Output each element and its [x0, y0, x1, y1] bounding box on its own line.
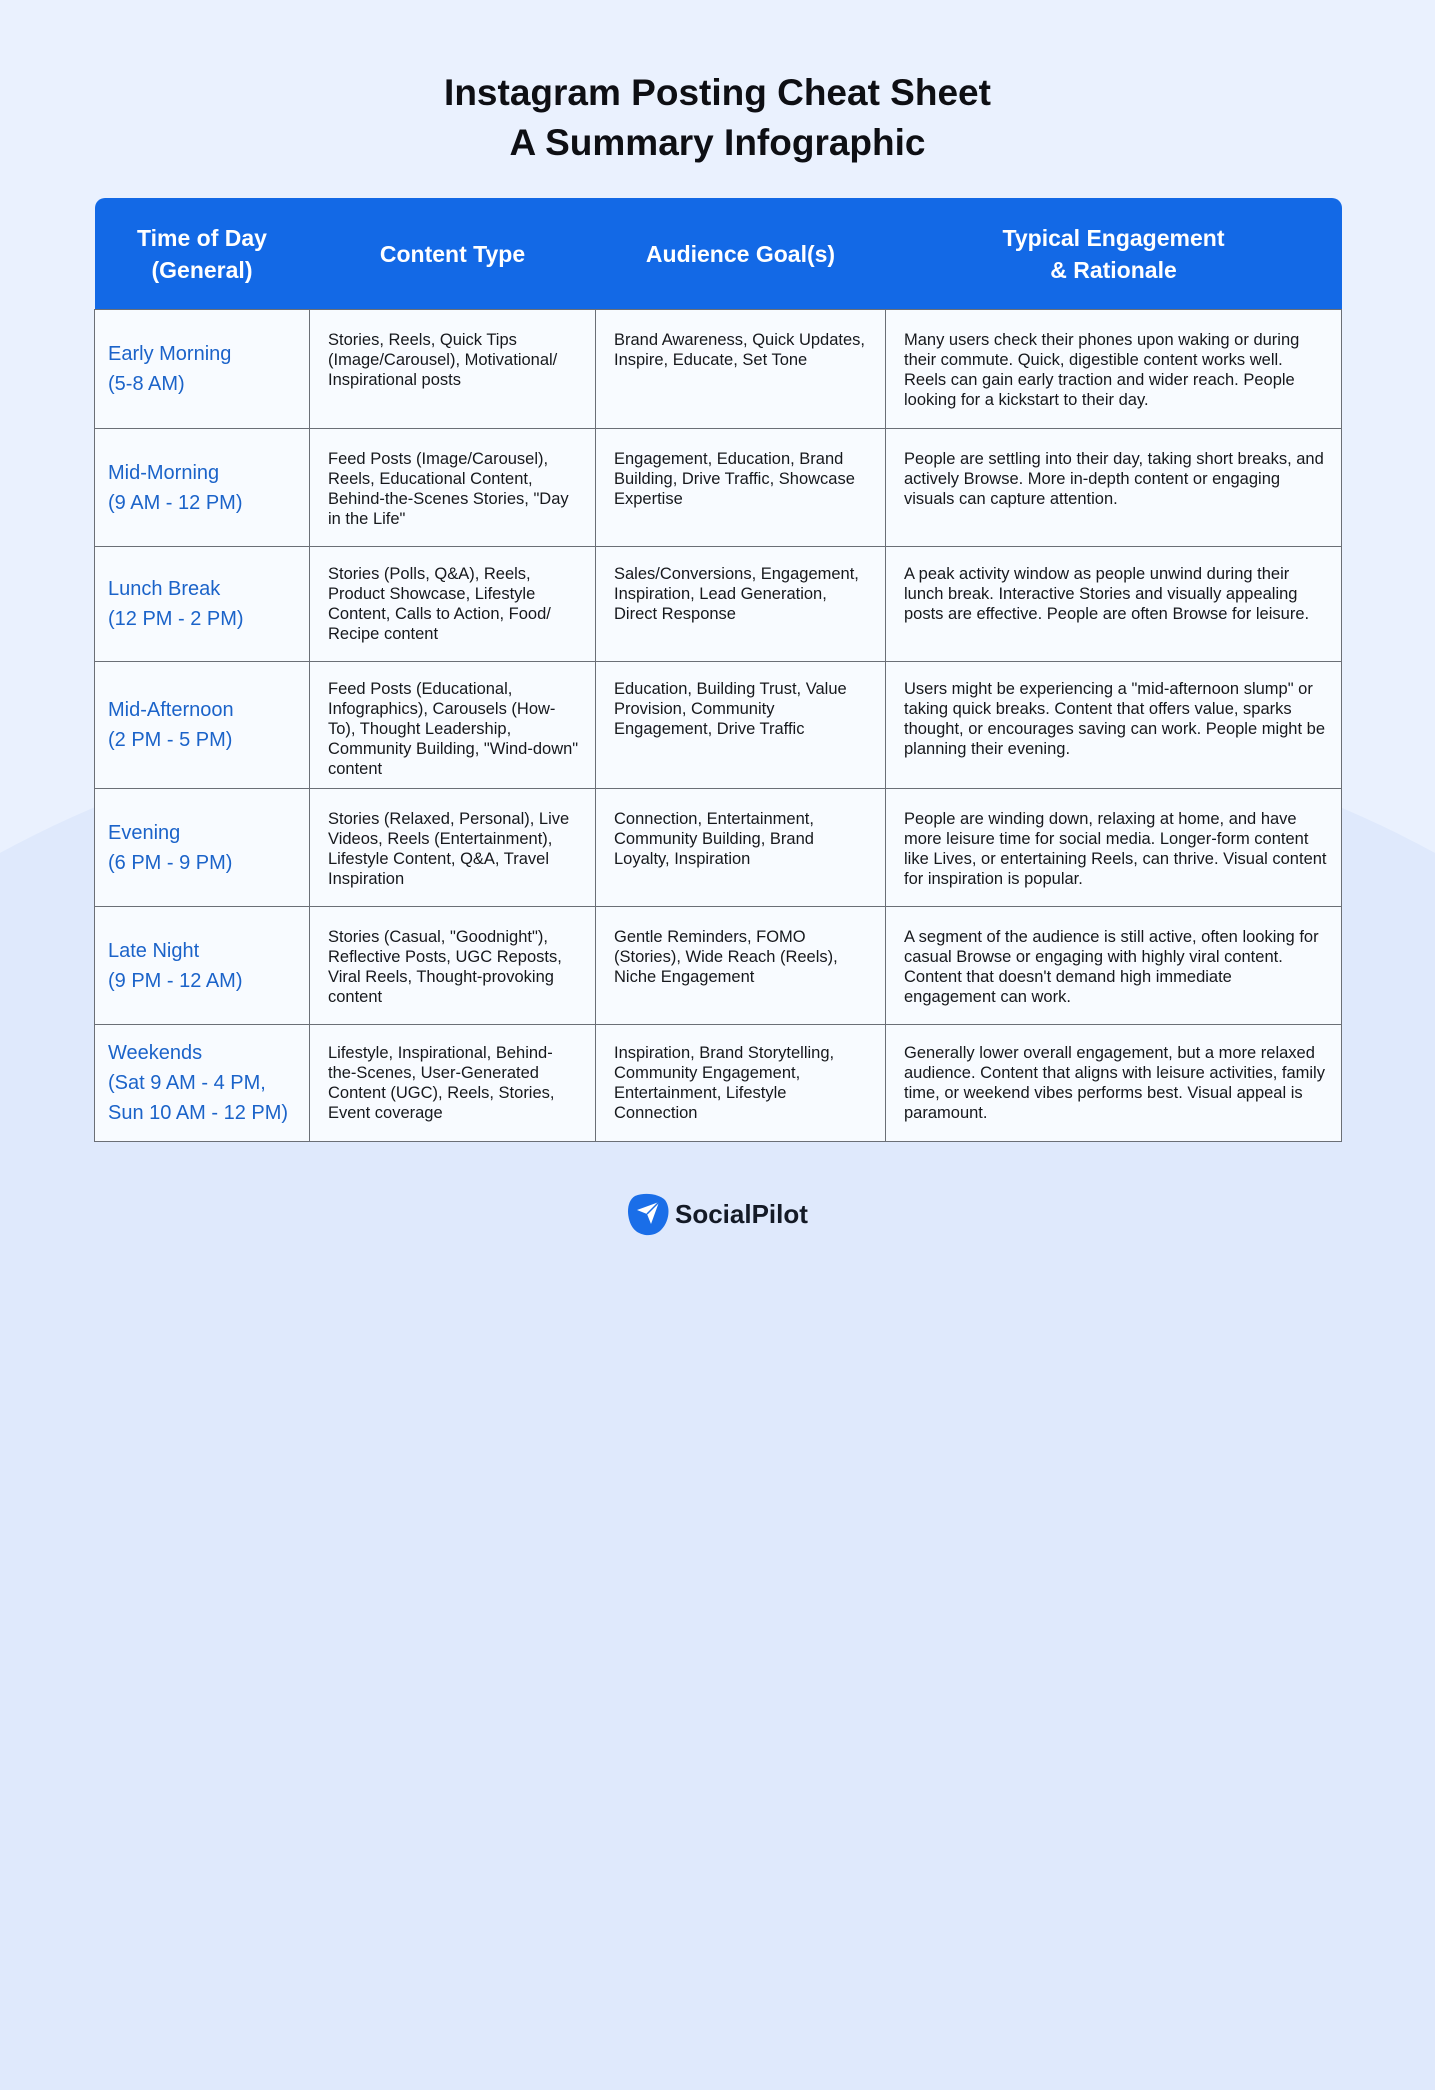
audience-goals-cell: Sales/Conversions, Engagement, Inspiration, Lead Generation, Direct Response — [596, 547, 886, 662]
rationale-cell: Generally lower overall engagement, but a more relaxed audience. Content that aligns with leisure activities, family time, or weekend vibes performs best. Visual appeal is paramount. — [886, 1025, 1342, 1142]
table-row — [95, 907, 1342, 1025]
rationale-cell: Many users check their phones upon waking or during their commute. Quick, digestible content works well. Reels can gain early traction and wider reach. People looking for a kickstart to their day. — [886, 310, 1342, 429]
audience-goals-cell: Connection, Entertainment, Community Building, Brand Loyalty, Inspiration — [596, 789, 886, 907]
page-title — [0, 68, 1435, 168]
content-type-cell: Stories (Relaxed, Personal), Live Videos, Reels (Entertainment), Lifestyle Content, Q&A, Travel Inspiration — [310, 789, 596, 907]
audience-goals-cell: Gentle Reminders, FOMO (Stories), Wide Reach (Reels), Niche Engagement — [596, 907, 886, 1025]
title-line-2: A Summary Infographic — [509, 122, 926, 163]
table-row — [95, 310, 1342, 429]
header-content-type: Content Type — [310, 198, 596, 310]
audience-goals-cell: Brand Awareness, Quick Updates, Inspire, Educate, Set Tone — [596, 310, 886, 429]
content-type-cell: Feed Posts (Educational, Infographics), Carousels (How-To), Thought Leadership, Community Building, "Wind-down" content — [310, 662, 596, 789]
table-row — [95, 429, 1342, 547]
content-type-cell: Stories, Reels, Quick Tips (Image/Carousel), Motivational/ Inspirational posts — [310, 310, 596, 429]
rationale-cell: A peak activity window as people unwind during their lunch break. Interactive Stories and visually appealing posts are effective. People are often Browse for leisure. — [886, 547, 1342, 662]
time-of-day-cell: Mid-Morning (9 AM - 12 PM) — [95, 429, 310, 547]
table-row — [95, 662, 1342, 789]
content-type-cell: Lifestyle, Inspirational, Behind-the-Scenes, User-Generated Content (UGC), Reels, Stories, Event coverage — [310, 1025, 596, 1142]
audience-goals-cell: Engagement, Education, Brand Building, Drive Traffic, Showcase Expertise — [596, 429, 886, 547]
time-of-day-cell: Early Morning (5-8 AM) — [95, 310, 310, 429]
brand-name: SocialPilot — [675, 1198, 808, 1229]
time-of-day-cell: Mid-Afternoon (2 PM - 5 PM) — [95, 662, 310, 789]
title-line-1: Instagram Posting Cheat Sheet — [444, 72, 991, 113]
rationale-cell: People are settling into their day, taking short breaks, and actively Browse. More in-depth content or engaging visuals can capture attention. — [886, 429, 1342, 547]
time-of-day-cell: Late Night (9 PM - 12 AM) — [95, 907, 310, 1025]
content-type-cell: Stories (Casual, "Goodnight"), Reflective Posts, UGC Reposts, Viral Reels, Thought-provoking content — [310, 907, 596, 1025]
audience-goals-cell: Inspiration, Brand Storytelling, Community Engagement, Entertainment, Lifestyle Connection — [596, 1025, 886, 1142]
rationale-cell: Users might be experiencing a "mid-afternoon slump" or taking quick breaks. Content that offers value, sparks thought, or encourages saving can work. People might be planning their evening. — [886, 662, 1342, 789]
paper-plane-icon — [627, 1192, 669, 1236]
time-of-day-cell: Weekends (Sat 9 AM - 4 PM, Sun 10 AM - 12 PM) — [95, 1025, 310, 1142]
rationale-cell: People are winding down, relaxing at home, and have more leisure time for social media. Longer-form content like Lives, or entertaining Reels, can thrive. Visual content for inspiration is popular. — [886, 789, 1342, 907]
header-time-of-day: Time of Day (General) — [95, 198, 310, 310]
table-row — [95, 547, 1342, 662]
content-type-cell: Stories (Polls, Q&A), Reels, Product Showcase, Lifestyle Content, Calls to Action, Food/ Recipe content — [310, 547, 596, 662]
time-of-day-cell: Lunch Break (12 PM - 2 PM) — [95, 547, 310, 662]
header-audience-goals: Audience Goal(s) — [596, 198, 886, 310]
rationale-cell: A segment of the audience is still active, often looking for casual Browse or engaging with highly viral content. Content that doesn't demand high immediate engagement can work. — [886, 907, 1342, 1025]
table-row — [95, 1025, 1342, 1142]
socialpilot-logo — [627, 1192, 808, 1236]
content-type-cell: Feed Posts (Image/Carousel), Reels, Educational Content, Behind-the-Scenes Stories, "Day in the Life" — [310, 429, 596, 547]
header-engagement-rationale: Typical Engagement & Rationale — [886, 198, 1342, 310]
table-row — [95, 789, 1342, 907]
audience-goals-cell: Education, Building Trust, Value Provision, Community Engagement, Drive Traffic — [596, 662, 886, 789]
table-header-row — [95, 198, 1342, 310]
time-of-day-cell: Evening (6 PM - 9 PM) — [95, 789, 310, 907]
cheat-sheet-table — [94, 198, 1341, 1142]
